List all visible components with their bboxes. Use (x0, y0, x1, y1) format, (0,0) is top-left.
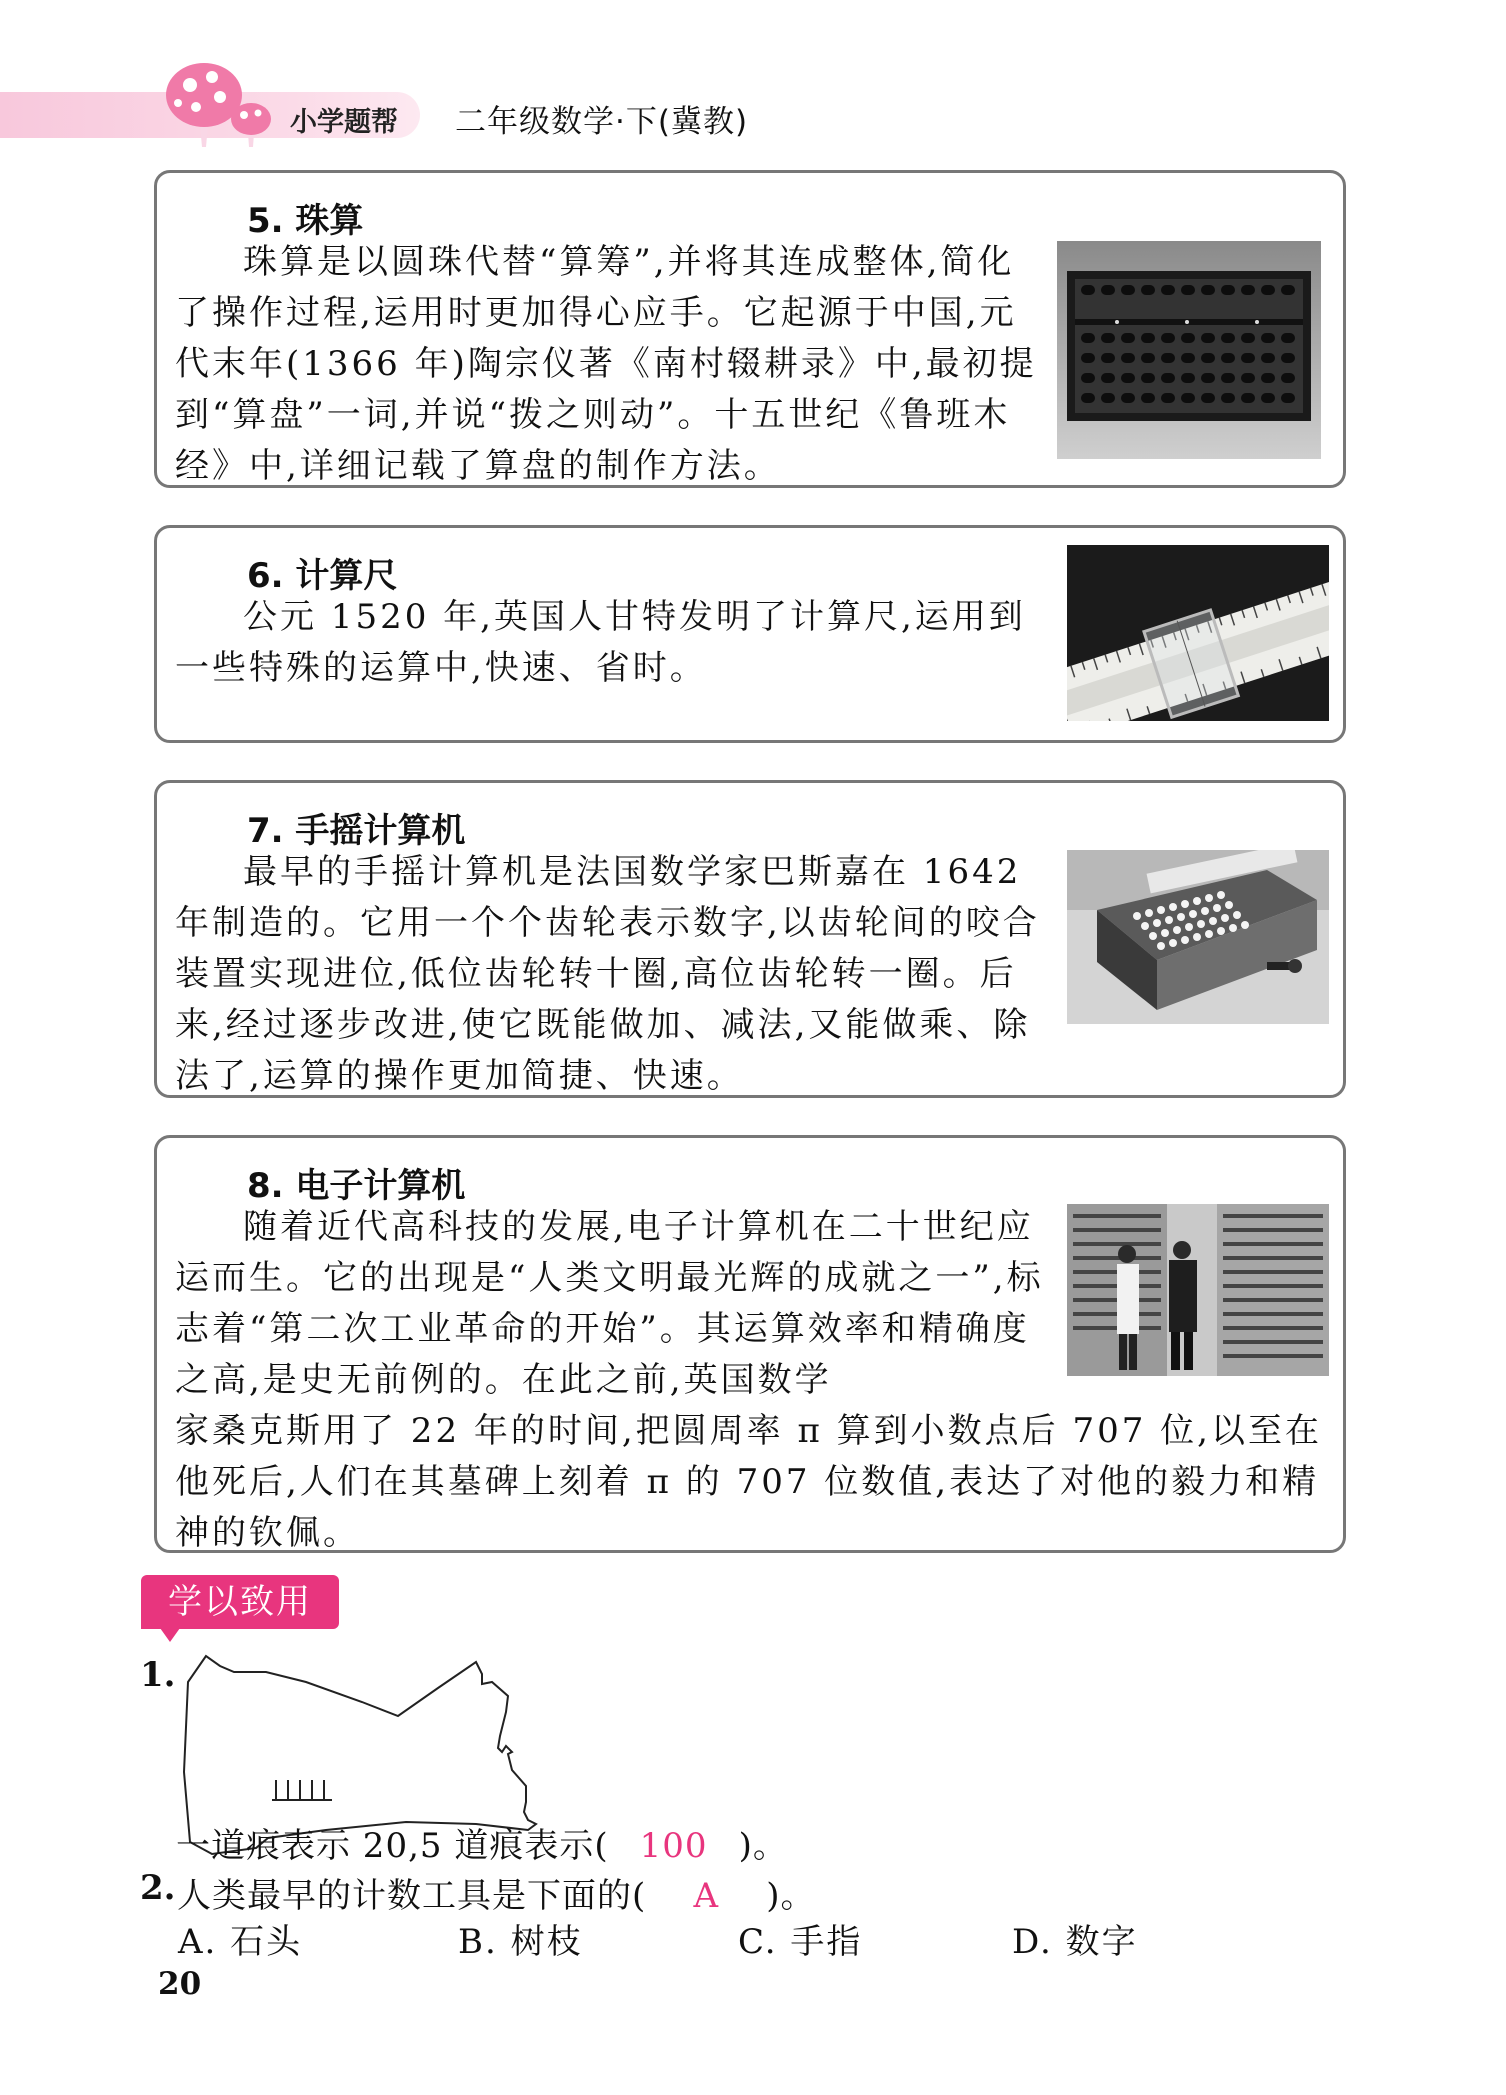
card-text: 最早的手摇计算机是法国数学家巴斯嘉在 1642 年制造的。它用一个个齿轮表示数字,以齿轮间的咬合装置实现进位,低位齿轮转十圈,高位齿轮转一圈。后来,经过逐步改进,使它既能做加、减法,又能做乘、除法了,运算的操作更加简捷、快速。 (175, 852, 1040, 1096)
card-electronic-computer (154, 1135, 1346, 1553)
card-abacus (154, 170, 1346, 488)
header-subject: 二年级数学·下(冀教) (455, 104, 749, 140)
option-b: B. 树枝 (458, 1922, 583, 1962)
question-1-text (176, 1818, 788, 1867)
header-label: 小学题帮 (290, 107, 398, 138)
question-number: 1. (140, 1655, 176, 1695)
card-text: 公元 1520 年,英国人甘特发明了计算尺,运用到一些特殊的运算中,快速、省时。 (175, 597, 1026, 688)
question-2-text (177, 1868, 816, 1917)
section-badge: 学以致用 (141, 1575, 339, 1629)
card-title: 7. 手摇计算机 (247, 811, 466, 851)
abacus-photo (1057, 241, 1321, 459)
question-2-answer: A (693, 1876, 720, 1916)
card-title: 8. 电子计算机 (247, 1166, 466, 1206)
option-d: D. 数字 (1012, 1922, 1138, 1962)
slide-rule-photo (1067, 545, 1329, 721)
card-hand-crank-calculator (154, 780, 1346, 1098)
question-1-answer: 100 (639, 1826, 708, 1866)
question-number: 2. (140, 1868, 176, 1908)
mushroom-icon (162, 55, 282, 150)
card-text: 珠算是以圆珠代替“算筹”,并将其连成整体,简化了操作过程,运用时更加得心应手。它起源于中国,元代末年(1366 年)陶宗仪著《南村辍耕录》中,最初提到“算盘”一词,并说“拨之则动”。十五世纪《鲁班木经》中,详细记载了算盘的制作方法。 (175, 242, 1037, 486)
section-badge-tail (160, 1628, 180, 1642)
question-2-after: )。 (766, 1876, 816, 1916)
card-title: 6. 计算尺 (247, 556, 398, 596)
option-a: A. 石头 (178, 1922, 303, 1962)
option-c: C. 手指 (738, 1922, 863, 1962)
electronic-computer-photo (1067, 1204, 1329, 1376)
card-text: 随着近代高科技的发展,电子计算机在二十世纪应运而生。它的出现是“人类文明最光辉的成就之一”,标志着“第二次工业革命的开始”。其运算效率和精确度之高,是史无前例的。在此之前,英国数学 (175, 1207, 1044, 1400)
card-title: 5. 珠算 (247, 201, 364, 241)
card-slide-rule (154, 525, 1346, 743)
question-1-before: 一道痕表示 20,5 道痕表示( (176, 1826, 609, 1866)
page-number: 20 (158, 1966, 202, 2002)
question-1-after: )。 (738, 1826, 788, 1866)
question-2-before: 人类最早的计数工具是下面的( (177, 1876, 647, 1916)
card-text-continued: 家桑克斯用了 22 年的时间,把圆周率 π 算到小数点后 707 位,以至在他死后,人们在其墓碑上刻着 π 的 707 位数值,表达了对他的毅力和精神的钦佩。 (175, 1411, 1322, 1553)
hand-crank-calculator-photo (1067, 850, 1329, 1024)
